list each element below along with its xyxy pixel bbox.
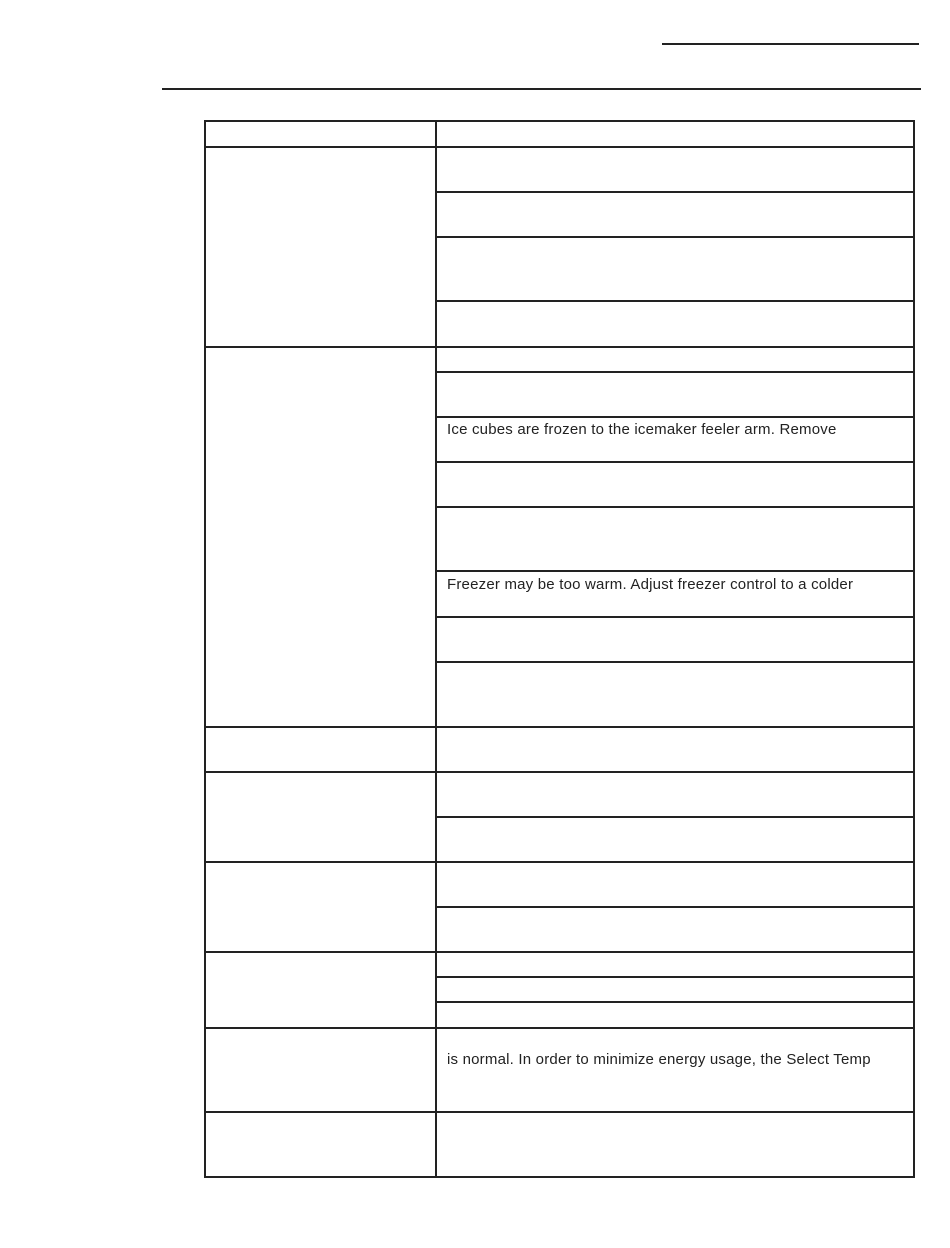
table-row-divider <box>204 146 915 148</box>
table-subrow-divider <box>435 976 915 978</box>
table-subrow-divider <box>435 236 915 238</box>
table-row-divider <box>204 771 915 773</box>
table-subrow-divider <box>435 506 915 508</box>
table-subrow-divider <box>435 191 915 193</box>
table-subrow-divider <box>435 371 915 373</box>
table-subrow-divider <box>435 1001 915 1003</box>
table-row-divider <box>204 346 915 348</box>
table-row-divider <box>204 1111 915 1113</box>
table-row-divider <box>204 951 915 953</box>
troubleshooting-table <box>204 120 915 1178</box>
solution-text: is normal. In order to minimize energy usage, the Select Temp <box>447 1051 871 1068</box>
table-subrow-divider <box>435 300 915 302</box>
table-row-divider <box>204 1027 915 1029</box>
table-subrow-divider <box>435 616 915 618</box>
table-row-divider <box>204 726 915 728</box>
table-subrow-divider <box>435 570 915 572</box>
solution-text: Ice cubes are frozen to the icemaker feeler arm. Remove <box>447 421 837 438</box>
table-subrow-divider <box>435 416 915 418</box>
table-column-divider <box>435 120 437 1178</box>
header-rule-long <box>162 88 921 90</box>
header-rule-short <box>662 43 919 45</box>
table-subrow-divider <box>435 461 915 463</box>
table-row-divider <box>204 861 915 863</box>
table-subrow-divider <box>435 661 915 663</box>
table-subrow-divider <box>435 906 915 908</box>
solution-text: Freezer may be too warm. Adjust freezer control to a colder <box>447 576 854 593</box>
table-subrow-divider <box>435 816 915 818</box>
